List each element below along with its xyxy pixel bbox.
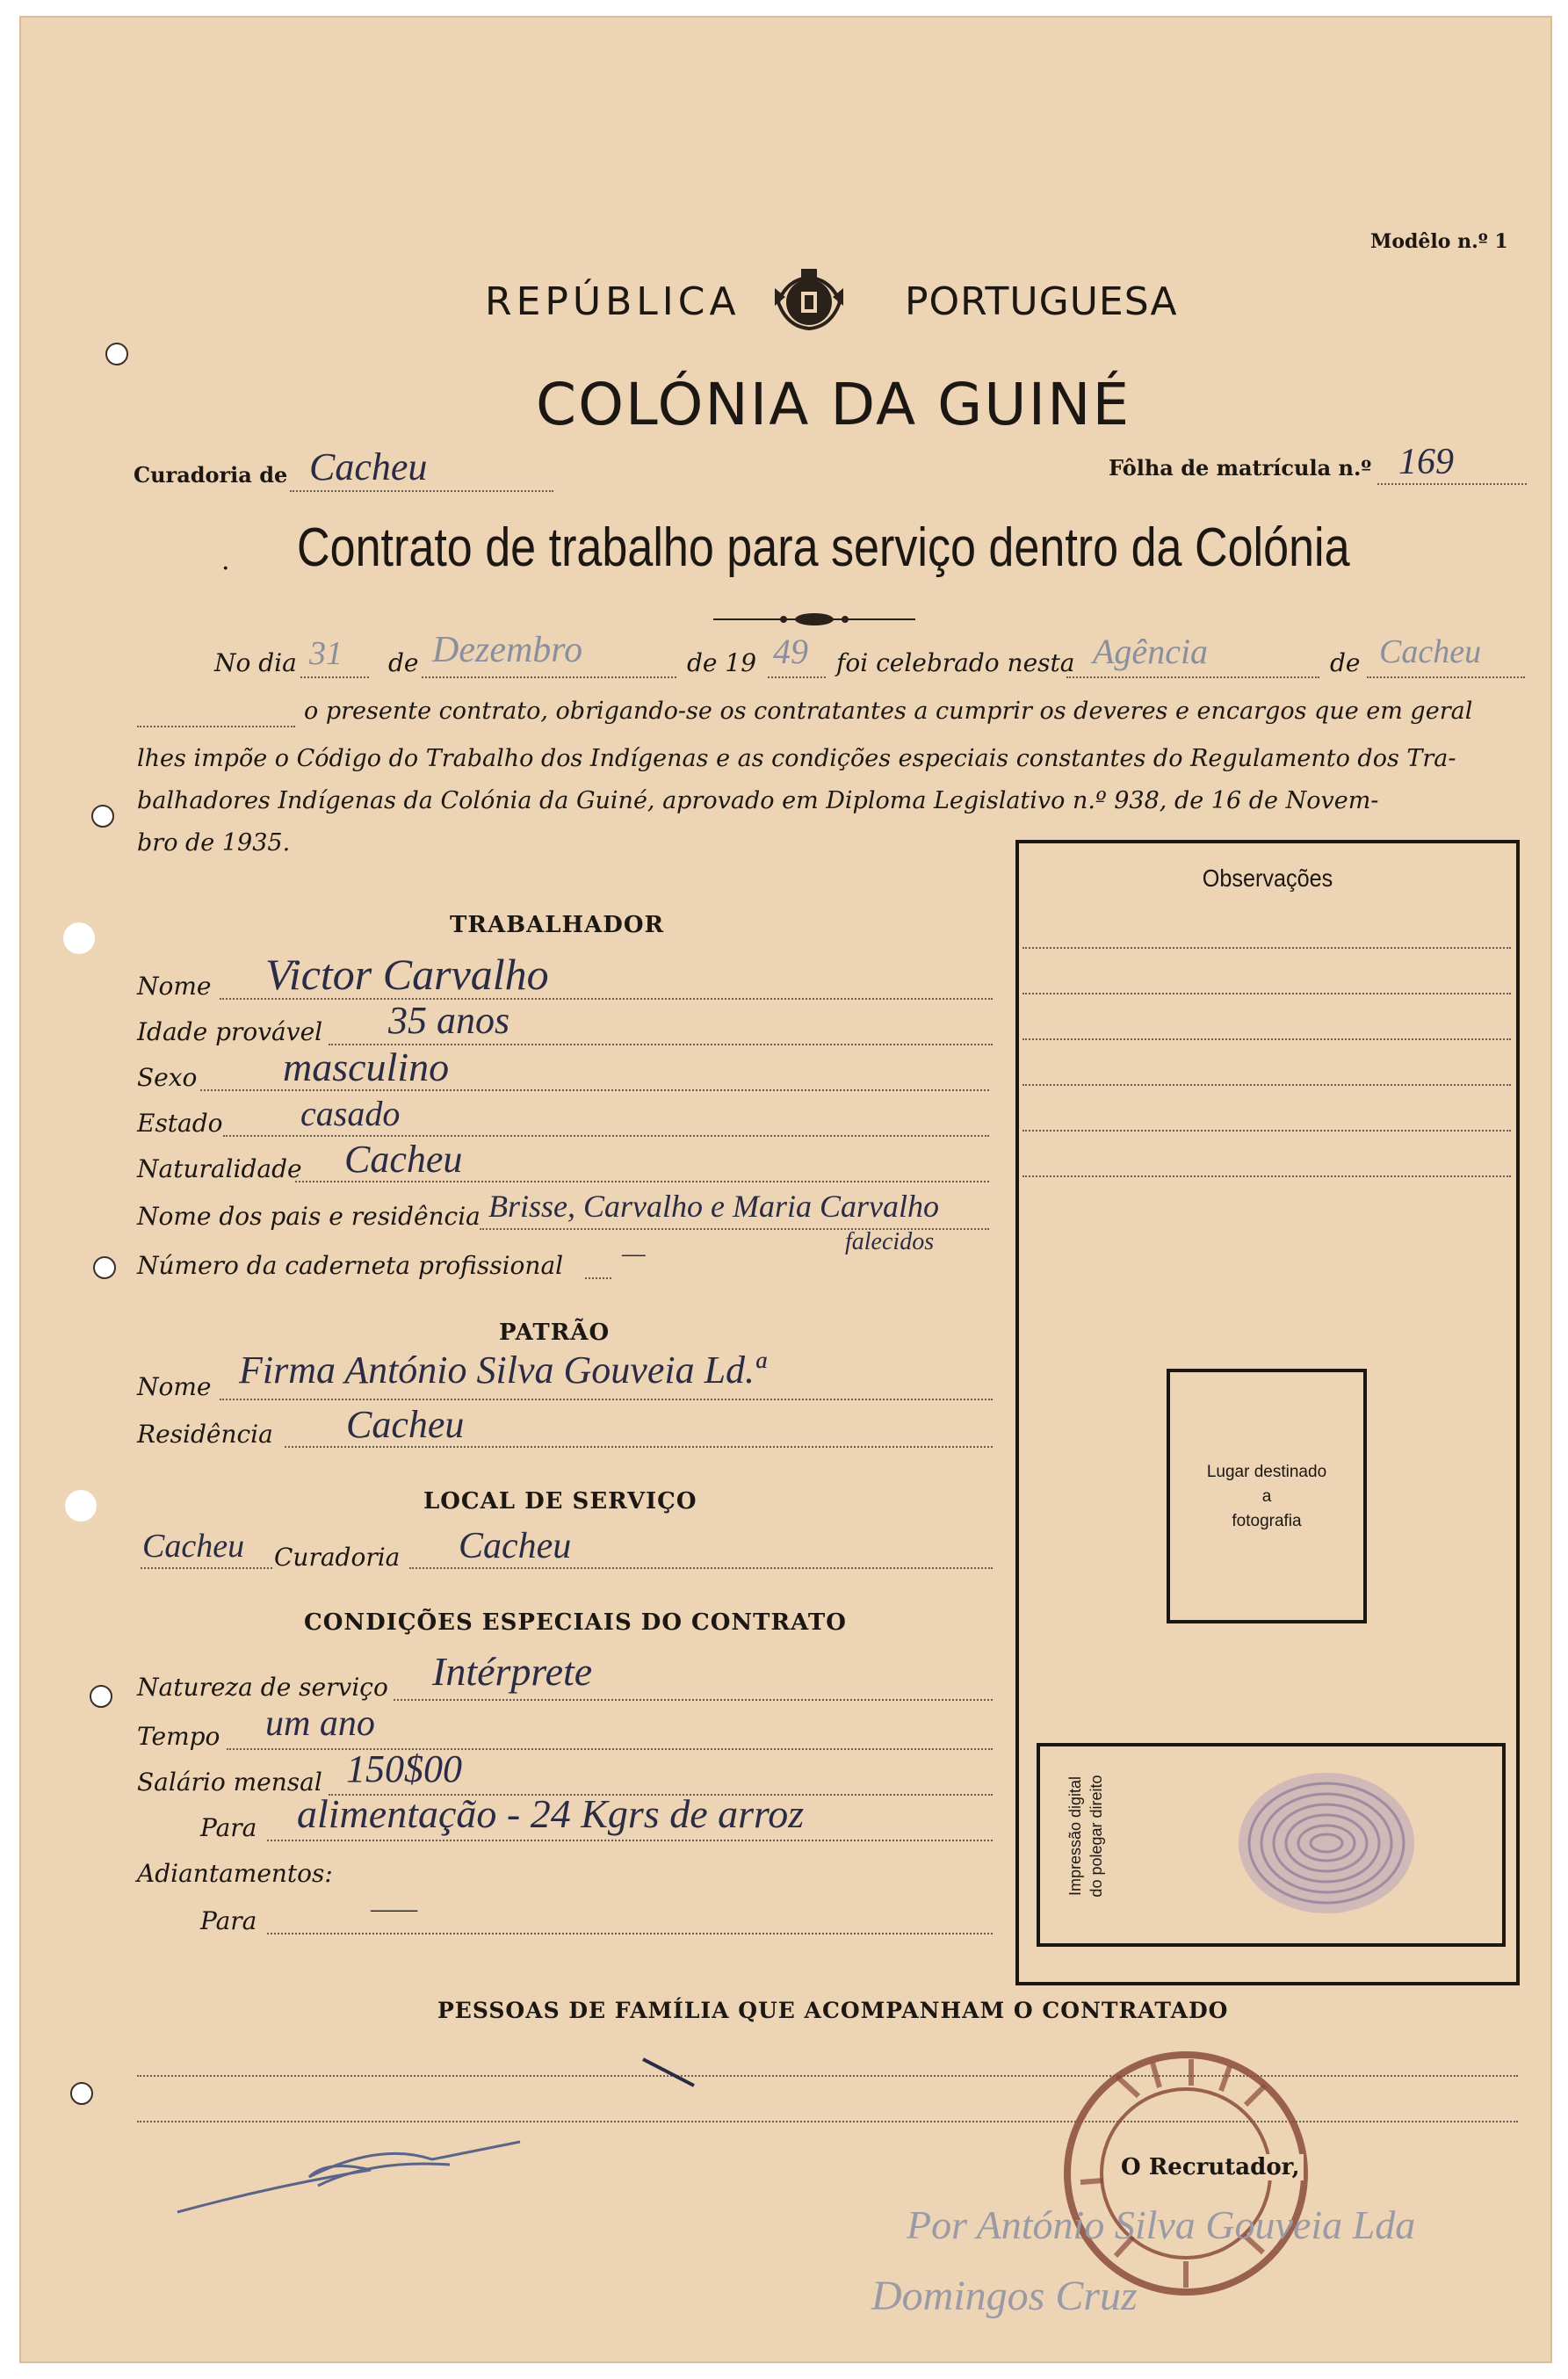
- coat-of-arms-icon: [770, 262, 849, 341]
- idade-label: Idade provável: [137, 1017, 323, 1046]
- intro-month: Dezembro: [432, 630, 583, 670]
- model-number: Modêlo n.º 1: [1370, 230, 1508, 253]
- curadoria-value: Cacheu: [309, 445, 428, 488]
- day-line: [300, 676, 369, 678]
- condicoes-heading: CONDIÇÕES ESPECIAIS DO CONTRATO: [304, 1609, 847, 1636]
- sexo-label: Sexo: [137, 1063, 198, 1092]
- thumb-label-line-1: Impressão digital: [1066, 1775, 1084, 1897]
- residencia-value: Cacheu: [346, 1403, 465, 1446]
- caderneta-value: —: [622, 1239, 646, 1268]
- observacoes-line: [1022, 1175, 1511, 1177]
- observacoes-line: [1022, 1038, 1511, 1040]
- para-label: Para: [200, 1813, 257, 1842]
- local-place-value: Cacheu: [142, 1528, 245, 1565]
- local-curadoria-value: Cacheu: [459, 1526, 572, 1566]
- local-place-line: [141, 1567, 272, 1569]
- intro-de-year: de 19: [687, 648, 757, 677]
- observacoes-line: [1022, 1130, 1511, 1132]
- photo-label: [1170, 1460, 1363, 1534]
- curadoria-line: [290, 490, 553, 492]
- photo-label-line-3: fotografia: [1232, 1512, 1302, 1530]
- para-line: [267, 1840, 993, 1841]
- fingerprint-icon: [1230, 1764, 1423, 1922]
- tempo-label: Tempo: [137, 1722, 220, 1751]
- salario-label: Salário mensal: [137, 1768, 322, 1797]
- intro-day: 31: [309, 635, 343, 672]
- salario-value: 150$00: [346, 1747, 462, 1790]
- para2-line: [267, 1933, 993, 1934]
- idade-value: 35 anos: [388, 999, 510, 1042]
- caderneta-label: Número da caderneta profissional: [137, 1251, 564, 1280]
- observacoes-line: [1022, 1084, 1511, 1086]
- thumb-label: [1065, 1748, 1107, 1924]
- pais-label: Nome dos pais e residência: [137, 1202, 481, 1231]
- local-heading: LOCAL DE SERVIÇO: [423, 1488, 697, 1515]
- patrao-nome-value: Firma António Silva Gouveia Ld.ª: [239, 1349, 766, 1392]
- punch-hole: [93, 1256, 116, 1279]
- pais-note: falecidos: [845, 1228, 935, 1255]
- caderneta-line: [585, 1277, 611, 1279]
- intro-line4: balhadores Indígenas da Colónia da Guiné, aprovado em Diploma Legislativo n.º 938, de 16 de Novem-: [137, 787, 1379, 814]
- nome-label: Nome: [137, 972, 212, 1001]
- estado-line: [223, 1135, 989, 1137]
- punch-hole: [70, 2082, 93, 2105]
- adiantamentos-label: Adiantamentos:: [137, 1859, 333, 1888]
- tempo-line: [227, 1748, 993, 1750]
- residencia-label: Residência: [137, 1420, 273, 1449]
- para2-label: Para: [200, 1906, 257, 1935]
- intro-line3: lhes impõe o Código do Trabalho dos Indígenas e as condições especiais constantes do Regulamento dos Tra-: [137, 745, 1456, 772]
- punch-hole: [91, 805, 114, 828]
- local-curadoria-label: Curadoria: [274, 1543, 401, 1572]
- observacoes-line: [1022, 993, 1511, 994]
- local-curadoria-line: [409, 1567, 993, 1569]
- curadoria-label: Curadoria de: [134, 462, 288, 488]
- pais-value: Brisse, Carvalho e Maria Carvalho: [488, 1189, 939, 1224]
- intro-place2: Cacheu: [1379, 633, 1482, 670]
- patrao-heading: PATRÃO: [499, 1320, 611, 1346]
- republic-left: REPÚBLICA: [485, 279, 741, 324]
- month-line: [422, 676, 676, 678]
- natureza-line: [394, 1699, 993, 1701]
- intro-line5: bro de 1935.: [137, 829, 291, 857]
- nome-value: Victor Carvalho: [265, 950, 549, 999]
- punch-hole: [105, 343, 128, 365]
- place-line: [1066, 676, 1319, 678]
- place2-line: [1367, 676, 1525, 678]
- year-line: [768, 676, 826, 678]
- signature-firm: Por António Silva Gouveia Lda: [907, 2202, 1416, 2247]
- intro-de2: de: [1330, 648, 1361, 677]
- patrao-nome-line: [220, 1399, 993, 1400]
- trabalhador-heading: TRABALHADOR: [450, 912, 665, 938]
- document-title: Contrato de trabalho para serviço dentro da Colónia: [297, 517, 1350, 578]
- punch-hole: [90, 1685, 112, 1708]
- naturalidade-label: Naturalidade: [137, 1154, 302, 1183]
- intro-line2: o presente contrato, obrigando-se os contratantes a cumprir os deveres e encargos que em geral: [304, 698, 1473, 725]
- document-page: [19, 16, 1552, 2363]
- title-bullet: ·: [221, 553, 230, 584]
- para-value: alimentação - 24 Kgrs de arroz: [297, 1791, 805, 1836]
- folha-label: Fôlha de matrícula n.º: [1109, 455, 1372, 481]
- republic-right: PORTUGUESA: [905, 279, 1178, 324]
- photo-box: [1167, 1369, 1367, 1623]
- recrutador-label: O Recrutador,: [1117, 2154, 1304, 2180]
- natureza-value: Intérprete: [432, 1649, 593, 1694]
- photo-label-line-2: a: [1261, 1487, 1272, 1506]
- intro-year: 49: [773, 632, 808, 671]
- familia-heading: PESSOAS DE FAMÍLIA QUE ACOMPANHAM O CONTRATADO: [437, 1998, 1229, 2023]
- folha-line: [1377, 483, 1527, 485]
- observacoes-title: Observações: [1202, 864, 1333, 892]
- thumb-label-line-2: do polegar direito: [1087, 1775, 1105, 1898]
- thumbprint-box: [1037, 1743, 1506, 1947]
- ornament-divider: [713, 610, 915, 629]
- intro-no-dia: No dia: [214, 648, 297, 677]
- intro-foi: foi celebrado nesta: [836, 648, 1075, 677]
- folha-value: 169: [1398, 442, 1454, 482]
- patrao-nome-label: Nome: [137, 1372, 212, 1401]
- naturalidade-value: Cacheu: [344, 1138, 463, 1181]
- para2-value: ——: [371, 1894, 418, 1923]
- colony-title: COLÓNIA DA GUINÉ: [536, 371, 1131, 438]
- pen-stroke: [641, 2056, 712, 2091]
- signature-scribble: [169, 2124, 538, 2221]
- natureza-label: Natureza de serviço: [137, 1673, 388, 1702]
- intro-place: Agência: [1093, 632, 1209, 671]
- tempo-value: um ano: [265, 1703, 375, 1744]
- punch-hole: [65, 1490, 97, 1522]
- intro-line2-dots: [137, 726, 295, 727]
- observacoes-box: [1015, 840, 1520, 1985]
- signature-name: Domingos Cruz: [871, 2273, 1138, 2319]
- observacoes-line: [1022, 947, 1511, 949]
- intro-de1: de: [388, 648, 419, 677]
- estado-label: Estado: [137, 1109, 223, 1138]
- estado-value: casado: [300, 1094, 401, 1133]
- punch-hole: [63, 922, 95, 954]
- photo-label-line-1: Lugar destinado: [1206, 1463, 1327, 1481]
- sexo-value: masculino: [283, 1045, 450, 1089]
